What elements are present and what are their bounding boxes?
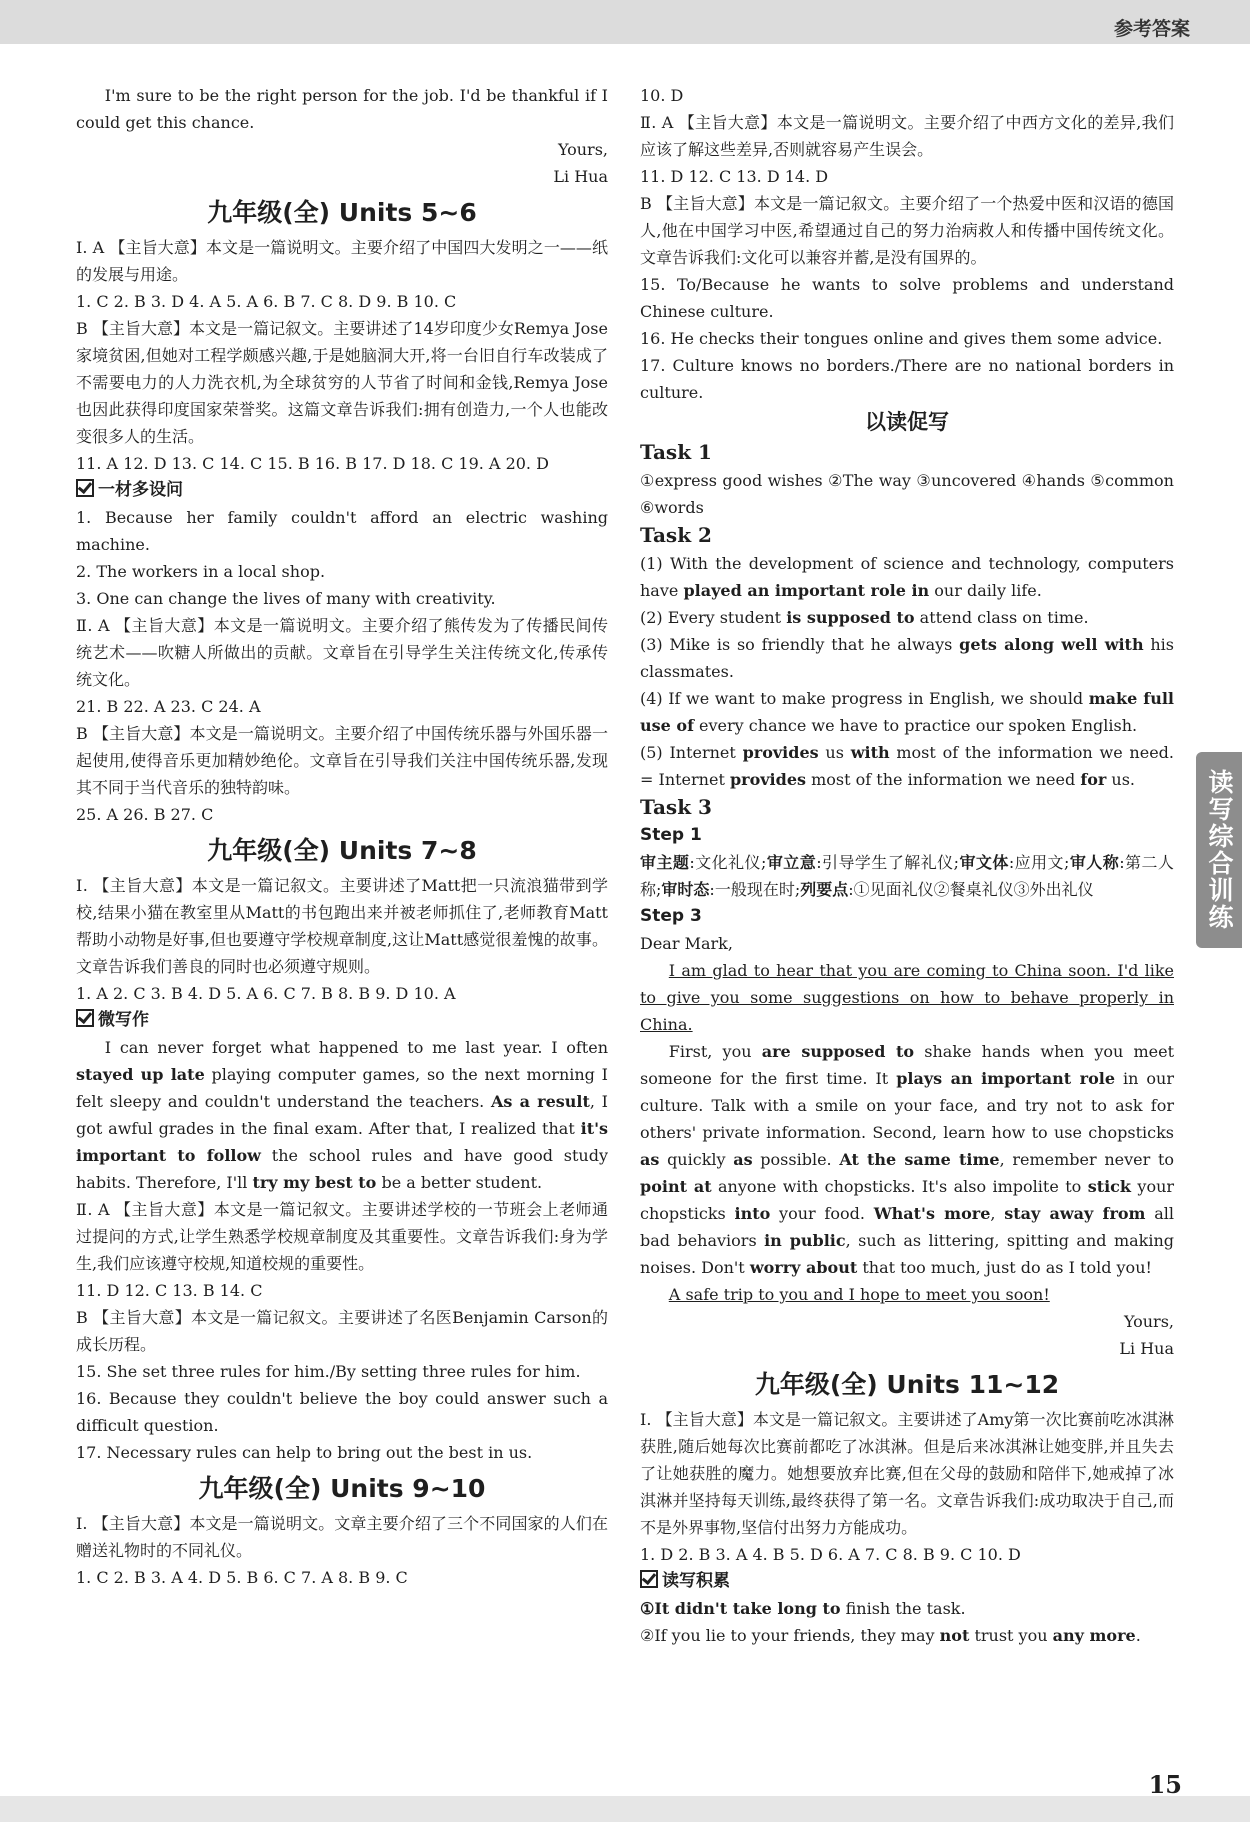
subheading: 微写作: [76, 1007, 608, 1034]
unit-heading-9-10: 九年级(全) Units 9~10: [198, 1474, 486, 1503]
paragraph: B 【主旨大意】本文是一篇记叙文。主要介绍了一个热爱中医和汉语的德国人,他在中国学习中医,希望通过自己的努力治病救人和传播中国传统文化。文章告诉我们:文化可以兼容并蓄,是没有国界的。: [640, 194, 1174, 267]
letter-line: I'm sure to be the right person for the job. I'd be thankful if I could get this chance.: [76, 86, 608, 132]
answer-row: 25. A 26. B 27. C: [76, 805, 214, 824]
page-number: 15: [1148, 1770, 1182, 1799]
task-2-item: (1) With the development of science and technology, computers have played an important role in our daily life.: [640, 554, 1174, 600]
answer-row: 11. D 12. C 13. D 14. D: [640, 167, 829, 186]
paragraph: Ⅱ. A 【主旨大意】本文是一篇记叙文。主要讲述学校的一节班会上老师通过提问的方式,让学生熟悉学校规章制度及其重要性。文章告诉我们:身为学生,我们应该遵守校规,知道校规的重要性。: [76, 1200, 608, 1273]
step-1-content: 审主题:文化礼仪;审立意:引导学生了解礼仪;审文体:应用文;审人称:第二人称;审时态:一般现在时;列要点:①见面礼仪②餐桌礼仪③外出礼仪: [640, 853, 1174, 899]
answer-line: 1. Because her family couldn't afford an electric washing machine.: [76, 508, 608, 554]
paragraph: B 【主旨大意】本文是一篇记叙文。主要讲述了名医Benjamin Carson的成长历程。: [76, 1308, 608, 1354]
answer-row: 21. B 22. A 23. C 24. A: [76, 697, 261, 716]
answer-line: 2. The workers in a local shop.: [76, 562, 326, 581]
task-1-answers: ①express good wishes ②The way ③uncovered ④hands ⑤common ⑥words: [640, 471, 1174, 517]
answer-line: 15. She set three rules for him./By setting three rules for him.: [76, 1362, 581, 1381]
answer-line: 15. To/Because he wants to solve problems and understand Chinese culture.: [640, 275, 1174, 321]
paragraph: Ⅱ. A 【主旨大意】本文是一篇说明文。主要介绍了中西方文化的差异,我们应该了解这些差异,否则就容易产生误会。: [640, 113, 1174, 159]
paragraph: Ⅰ. A 【主旨大意】本文是一篇说明文。主要介绍了中国四大发明之一——纸的发展与用途。: [76, 238, 608, 284]
paragraph: Ⅰ. 【主旨大意】本文是一篇记叙文。主要讲述了Matt把一只流浪猫带到学校,结果小猫在教室里从Matt的书包跑出来并被老师抓住了,老师教育Matt帮助小动物是好事,但也要遵守学校规章制度,这让Matt感觉很羞愧的故事。文章告诉我们善良的同时也必须遵守规则。: [76, 876, 608, 976]
check-icon: [76, 479, 94, 497]
unit-heading-7-8: 九年级(全) Units 7~8: [207, 836, 477, 865]
paragraph: Ⅱ. A 【主旨大意】本文是一篇说明文。主要介绍了熊传发为了传播民间传统艺术——吹糖人所做出的贡献。文章旨在引导学生关注传统文化,传承传统文化。: [76, 616, 608, 689]
check-icon: [76, 1009, 94, 1027]
read-write-heading: 以读促写: [865, 410, 949, 434]
unit-heading-11-12: 九年级(全) Units 11~12: [754, 1370, 1060, 1399]
task-1-heading: Task 1: [640, 440, 712, 464]
side-tab: 读写综合训练: [1196, 752, 1242, 948]
paragraph: Ⅰ. 【主旨大意】本文是一篇记叙文。主要讲述了Amy第一次比赛前吃冰淇淋获胜,随后她每次比赛前都吃了冰淇淋。但是后来冰淇淋让她变胖,并且失去了让她获胜的魔力。她想要放弃比赛,但在父母的鼓励和陪伴下,她戒掉了冰淇淋并坚持每天训练,最终获得了第一名。文章告诉我们:成功取决于自己,而不是外界事物,坚信付出努力方能成功。: [640, 1410, 1174, 1537]
top-banner: [0, 0, 1250, 44]
letter-closing: Yours,: [1123, 1312, 1174, 1331]
task-2-item: (3) Mike is so friendly that he always gets along well with his classmates.: [640, 635, 1175, 681]
answer-row: 1. C 2. B 3. A 4. D 5. B 6. C 7. A 8. B 9. C: [76, 1568, 408, 1587]
paragraph: B 【主旨大意】本文是一篇说明文。主要介绍了中国传统乐器与外国乐器一起使用,使得音乐更加精妙绝伦。文章旨在引导我们关注中国传统乐器,发现其不同于当代音乐的独特韵味。: [76, 724, 608, 797]
answer-line: 16. Because they couldn't believe the boy could answer such a difficult question.: [76, 1389, 608, 1435]
step-3-heading: Step 3: [640, 906, 702, 926]
answer-line: 3. One can change the lives of many with creativity.: [76, 589, 496, 608]
letter-greeting: Dear Mark,: [640, 934, 733, 953]
accumulation-item: ②If you lie to your friends, they may not trust you any more.: [640, 1626, 1141, 1645]
answer-row: 10. D: [640, 86, 684, 105]
letter-closing: Yours,: [557, 140, 608, 159]
task-2-item: (4) If we want to make progress in English, we should make full use of every chance we have to practice our spoken English.: [640, 689, 1174, 735]
answer-line: 16. He checks their tongues online and gives them some advice.: [640, 329, 1163, 348]
letter-close-line: A safe trip to you and I hope to meet you soon!: [668, 1285, 1050, 1304]
answer-line: 17. Culture knows no borders./There are no national borders in culture.: [640, 356, 1174, 402]
letter-opening: I am glad to hear that you are coming to China soon. I'd like to give you some suggestions on how to behave properly in China.: [640, 961, 1174, 1034]
answer-row: 11. D 12. C 13. B 14. C: [76, 1281, 263, 1300]
task-2-item: (5) Internet provides us with most of the information we need. = Internet provides most of the information we need for us.: [640, 743, 1174, 789]
unit-heading-5-6: 九年级(全) Units 5~6: [207, 198, 477, 227]
paragraph: Ⅰ. 【主旨大意】本文是一篇说明文。文章主要介绍了三个不同国家的人们在赠送礼物时的不同礼仪。: [76, 1514, 608, 1560]
answer-row: 1. C 2. B 3. D 4. A 5. A 6. B 7. C 8. D 9. B 10. C: [76, 292, 457, 311]
bottom-banner: [0, 1796, 1250, 1822]
task-2-heading: Task 2: [640, 523, 712, 547]
letter-name: Li Hua: [1119, 1339, 1174, 1358]
subheading: 一材多设问: [76, 477, 608, 504]
answer-row: 1. A 2. C 3. B 4. D 5. A 6. C 7. B 8. B 9. D 10. A: [76, 984, 456, 1003]
paragraph: B 【主旨大意】本文是一篇记叙文。主要讲述了14岁印度少女Remya Jose家境贫困,但她对工程学颇感兴趣,于是她脑洞大开,将一台旧自行车改装成了不需要电力的人力洗衣机,为全球贫穷的人节省了时间和金钱,Remya Jose也因此获得印度国家荣誉奖。这篇文章告诉我们:拥有创造力,一个人也能改变很多人的生活。: [76, 319, 608, 446]
step-1-heading: Step 1: [640, 825, 702, 845]
accumulation-item: ①It didn't take long to finish the task.: [640, 1599, 966, 1618]
task-2-item: (2) Every student is supposed to attend class on time.: [640, 608, 1089, 627]
subheading: 读写积累: [640, 1568, 1174, 1595]
answer-row: 1. D 2. B 3. A 4. B 5. D 6. A 7. C 8. B 9. C 10. D: [640, 1545, 1021, 1564]
header-title: 参考答案: [1113, 18, 1190, 40]
left-column: [76, 82, 608, 1591]
task-3-heading: Task 3: [640, 795, 712, 819]
answer-row: 11. A 12. D 13. C 14. C 15. B 16. B 17. D 18. C 19. A 20. D: [76, 454, 549, 473]
answer-line: 17. Necessary rules can help to bring out the best in us.: [76, 1443, 533, 1462]
letter-body: First, you are supposed to shake hands when you meet someone for the first time. It plays an important role in our culture. Talk with a smile on your face, and try not to ask for others' private information. Second, learn how to use chopsticks as quickly as possible. At the same time, remember never to point at anyone with chopsticks. It's also impolite to stick your chopsticks into your food. What's more, stay away from all bad behaviors in public, such as littering, spitting and making noises. Don't worry about that too much, just do as I told you!: [640, 1042, 1175, 1277]
letter-name: Li Hua: [553, 167, 608, 186]
micro-writing: I can never forget what happened to me last year. I often stayed up late playing computer games, so the next morning I felt sleepy and couldn't understand the teachers. As a result, I got awful grades in the final exam. After that, I realized that it's important to follow the school rules and have good study habits. Therefore, I'll try my best to be a better student.: [76, 1038, 609, 1192]
check-icon: [640, 1570, 658, 1588]
right-column: [640, 82, 1174, 1649]
